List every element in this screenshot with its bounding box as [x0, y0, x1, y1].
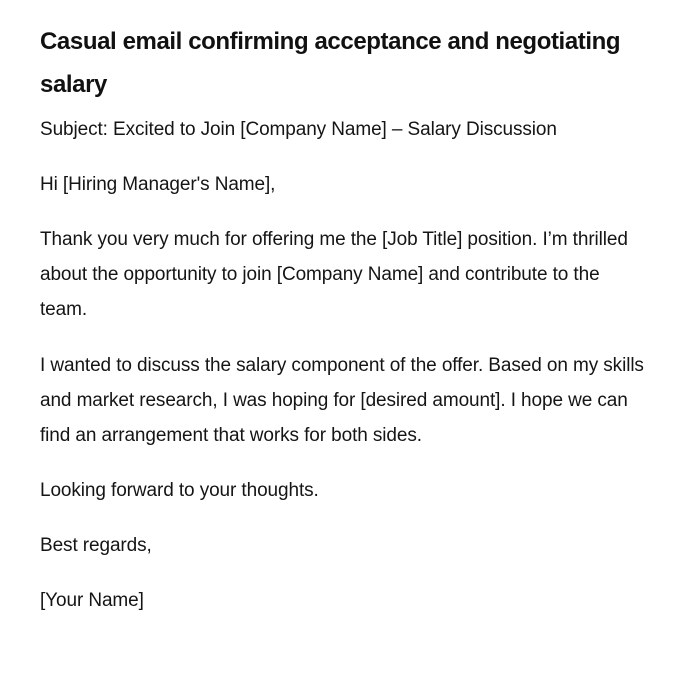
- email-paragraph-thanks: Thank you very much for offering me the [Job Title] position. I’m thrilled about the opportunity to join [Company Name] and contribute to the team.: [40, 229, 628, 320]
- document-title: Casual email confirming acceptance and negotiating salary: [40, 28, 621, 98]
- email-template-document: [40, 20, 650, 618]
- email-paragraph-salary: I wanted to discuss the salary component of the offer. Based on my skills and market research, I was hoping for [desired amount]. I hope we can find an arrangement that works for both sides.: [40, 355, 644, 446]
- email-signature: [Your Name]: [40, 590, 144, 611]
- email-paragraph-closing-remark: Looking forward to your thoughts.: [40, 480, 319, 501]
- email-subject-line: Subject: Excited to Join [Company Name] – Salary Discussion: [40, 119, 557, 140]
- email-sign-off: Best regards,: [40, 535, 152, 556]
- email-greeting: Hi [Hiring Manager's Name],: [40, 174, 276, 195]
